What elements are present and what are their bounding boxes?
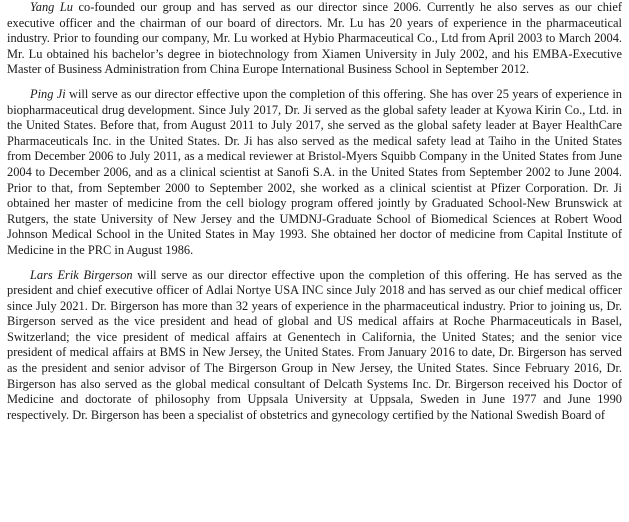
document-page	[7, 0, 622, 423]
bio-text: will serve as our director effective upon the completion of this offering. He has served as the president and chief executive officer of Adlai Nortye USA INC since July 2018 and has served as our chief medical officer since July 2021. Dr. Birgerson has more than 32 years of experience in the pharmaceutical industry. Prior to joining us, Dr. Birgerson served as the vice president and head of global and US medical affairs at Roche Pharmaceuticals in Basel, Switzerland; the vice president of medical affairs at Genentech in California, the United States; and the senior vice president of medical affairs at BMS in New Jersey, the United States. From January 2016 to date, Dr. Birgerson has served as the president and senior advisor of The Birgerson Group in New Jersey, the United States. Since February 2016, Dr. Birgerson has also served as the global medical consultant of Delcath Systems Inc. Dr. Birgerson received his Doctor of Medicine and doctorate of philosophy from Uppsala University at Uppsala, Sweden in June 1977 and June 1990 respectively. Dr. Birgerson has been a specialist of obstetrics and gynecology certified by the National Swedish Board of	[7, 267, 622, 422]
person-name: Yang Lu	[30, 0, 73, 14]
bio-text: will serve as our director effective upon the completion of this offering. She has over 25 years of experience in biopharmaceutical drug development. Since July 2017, Dr. Ji served as the global safety leader at Kyowa Kirin Co., Ltd. in the United States. Before that, from August 2011 to July 2017, she served as the global safety leader at Bayer HealthCare Pharmaceuticals Inc. in the United States. Dr. Ji has also served as the medical safety lead at Taiho in the United States from December 2006 to July 2011, as a medical reviewer at Bristol-Myers Squibb Company in the United States from June 2004 to December 2006, and as a clinical scientist at Sanofi S.A. in the United States from September 2002 to June 2004. Prior to that, from September 2000 to September 2002, she worked as a clinical scientist at Pfizer Corporation. Dr. Ji obtained her master of medicine from the cell biology program offered jointly by Graduated School-New Brunswick at Rutgers, the state University of New Jersey and the UMDNJ-Graduate School of Biomedical Sciences at Robert Wood Johnson Medical School in the United States in May 1993. She obtained her doctor of medicine from Capital Institute of Medicine in the PRC in August 1986.	[7, 86, 622, 257]
person-name: Ping Ji	[30, 86, 66, 101]
bio-paragraph-yang-lu	[7, 0, 622, 78]
bio-paragraph-ping-ji	[7, 87, 622, 259]
bio-text: co-founded our group and has served as our director since 2006. Currently he also serves as our chief executive officer and the chairman of our board of directors. Mr. Lu has 20 years of experience in the pharmaceutical industry. Prior to founding our company, Mr. Lu worked at Hybio Pharmaceutical Co., Ltd from April 2003 to March 2004. Mr. Lu obtained his bachelor’s degree in biotechnology from Xiamen University in July 2002, and his EMBA-Executive Master of Business Administration from China Europe International Business School in September 2012.	[7, 0, 622, 77]
person-name: Lars Erik Birgerson	[30, 267, 133, 282]
bio-paragraph-lars-erik-birgerson	[7, 268, 622, 424]
